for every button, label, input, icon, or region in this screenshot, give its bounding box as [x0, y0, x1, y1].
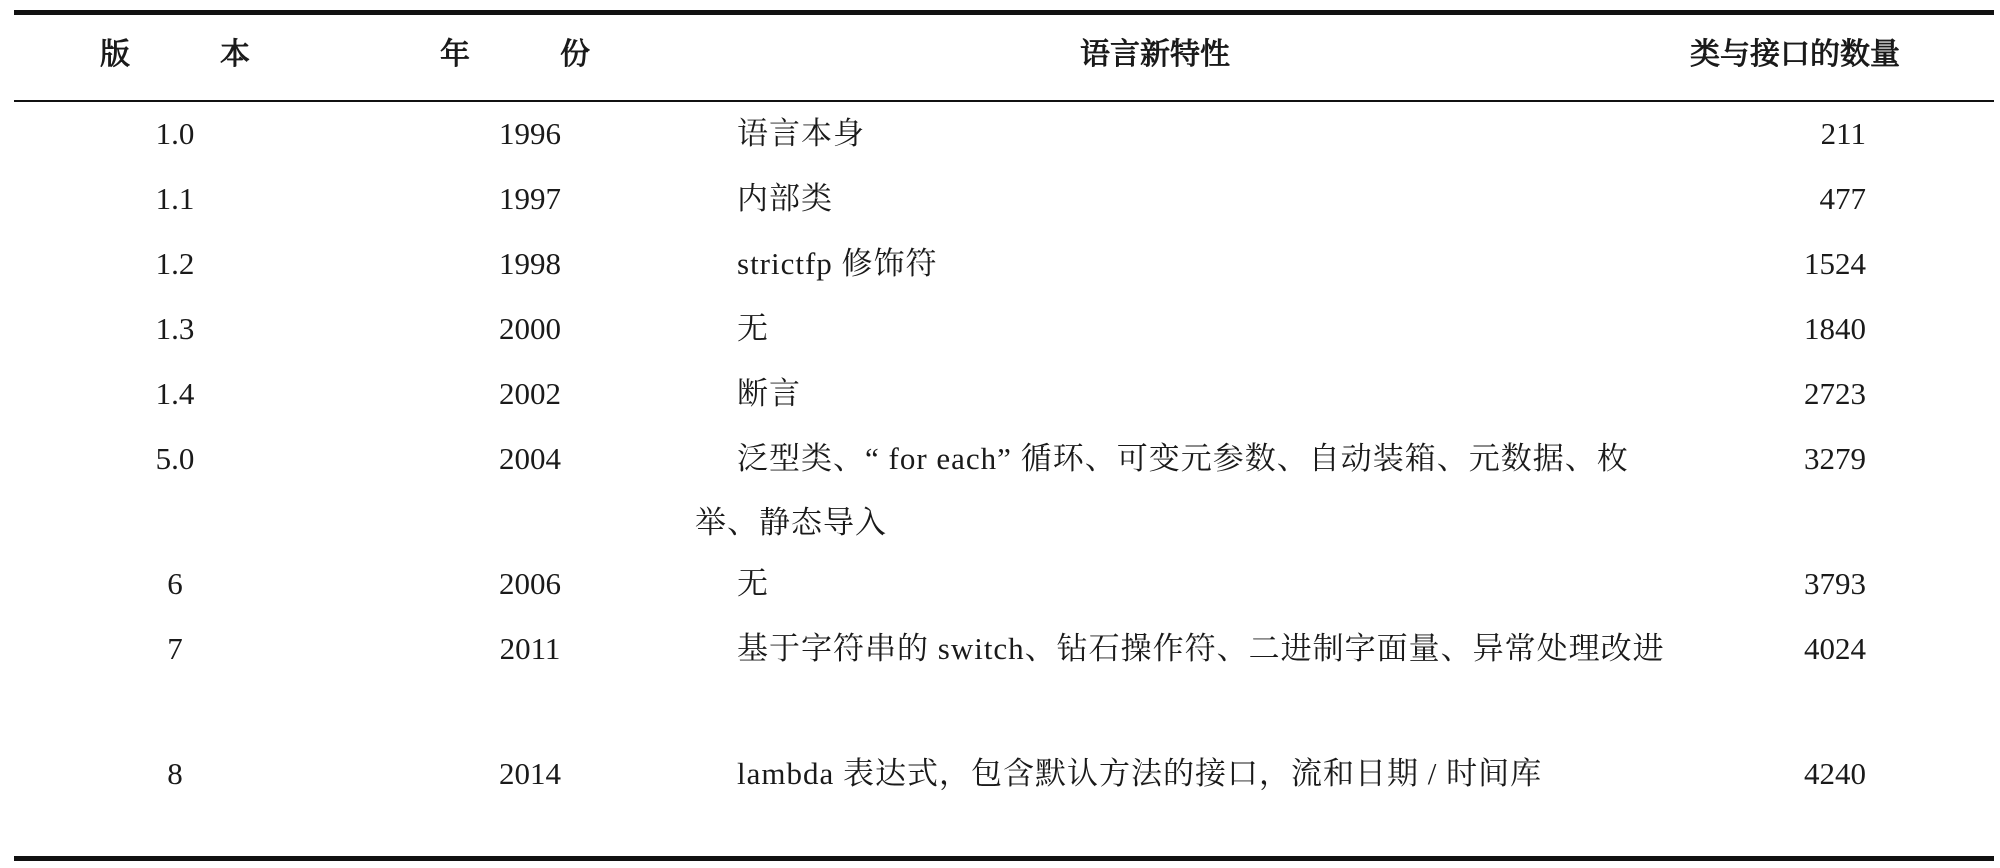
header-version: 版 本: [100, 37, 250, 72]
table-bottom-rule: [14, 856, 1994, 861]
version-cell: 1.3: [155, 311, 195, 346]
year-cell: 1996: [499, 116, 561, 151]
count-cell: 3279: [1804, 441, 1866, 476]
version-cell: 5.0: [155, 441, 195, 476]
version-cell: 1.2: [155, 246, 195, 281]
features-cell: 泛型类、“ for each” 循环、可变元参数、自动装箱、元数据、枚举、静态导入: [695, 441, 1629, 540]
count-cell: 1524: [1804, 246, 1866, 281]
year-cell: 2006: [499, 566, 561, 601]
features-cell: lambda 表达式，包含默认方法的接口，流和日期 / 时间库: [737, 756, 1543, 791]
count-cell: 4024: [1804, 631, 1866, 666]
version-cell: 7: [167, 631, 183, 666]
count-cell: 3793: [1804, 566, 1866, 601]
features-cell: 断言: [737, 376, 801, 411]
features-cell: 语言本身: [737, 116, 865, 151]
year-cell: 2004: [499, 441, 561, 476]
year-cell: 2011: [499, 631, 561, 666]
header-features: 语言新特性: [1080, 37, 1230, 72]
count-cell: 4240: [1804, 756, 1866, 791]
year-cell: 2002: [499, 376, 561, 411]
year-cell: 1998: [499, 246, 561, 281]
features-cell: 无: [737, 311, 769, 346]
features-cell: strictfp 修饰符: [737, 246, 938, 281]
count-cell: 477: [1819, 181, 1866, 216]
header-year: 年 份: [440, 37, 590, 72]
features-cell: 内部类: [737, 181, 833, 216]
count-cell: 211: [1820, 116, 1866, 151]
version-cell: 1.0: [155, 116, 195, 151]
header-class-count: 类与接口的数量: [1690, 37, 1900, 72]
features-cell: 基于字符串的 switch、钻石操作符、二进制字面量、异常处理改进: [737, 631, 1665, 666]
count-cell: 1840: [1804, 311, 1866, 346]
version-cell: 1.1: [155, 181, 195, 216]
year-cell: 2014: [499, 756, 561, 791]
version-cell: 6: [167, 566, 183, 601]
year-cell: 2000: [499, 311, 561, 346]
table-top-rule: [14, 10, 1994, 15]
version-cell: 1.4: [155, 376, 195, 411]
count-cell: 2723: [1804, 376, 1866, 411]
features-cell: 无: [737, 566, 769, 601]
version-cell: 8: [167, 756, 183, 791]
year-cell: 1997: [499, 181, 561, 216]
